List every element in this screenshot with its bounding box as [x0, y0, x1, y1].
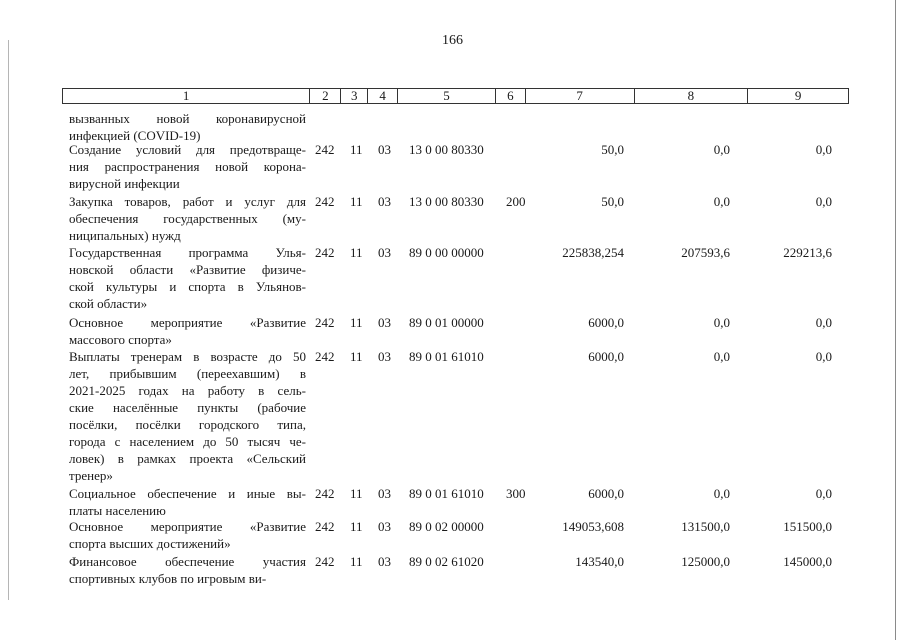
row-description — [69, 348, 306, 484]
row-description — [69, 485, 306, 519]
header-col-7: 7 — [526, 89, 635, 103]
description-line: ской культуры и спорта в Ульянов- — [69, 279, 306, 294]
cell-col-9: 145000,0 — [783, 554, 832, 569]
cell-col-5: 89 0 01 61010 — [409, 486, 484, 501]
cell-col-3: 11 — [350, 194, 363, 209]
description-line: ские населённые пункты (рабочие — [69, 400, 306, 415]
description-line: ской области» — [69, 296, 148, 311]
cell-col-8: 131500,0 — [681, 519, 730, 534]
header-col-6: 6 — [496, 89, 526, 103]
cell-col-5: 89 0 01 61010 — [409, 349, 484, 364]
cell-col-2: 242 — [315, 142, 335, 157]
cell-col-3: 11 — [350, 486, 363, 501]
description-line: спорта высших достижений» — [69, 536, 231, 551]
description-line: Финансовое обеспечение участия — [69, 554, 306, 569]
cell-col-2: 242 — [315, 194, 335, 209]
cell-col-8: 0,0 — [713, 142, 730, 157]
cell-col-2: 242 — [315, 245, 335, 260]
cell-col-9: 0,0 — [815, 486, 832, 501]
cell-col-5: 89 0 01 00000 — [409, 315, 484, 330]
cell-col-8: 0,0 — [713, 349, 730, 364]
cell-col-7: 225838,254 — [562, 245, 624, 260]
description-line: ловек) в рамках проекта «Сельский — [69, 451, 306, 466]
cell-col-7: 6000,0 — [588, 315, 624, 330]
cell-col-5: 13 0 00 80330 — [409, 194, 484, 209]
cell-col-5: 13 0 00 80330 — [409, 142, 484, 157]
cell-col-9: 229213,6 — [783, 245, 832, 260]
description-line: Создание условий для предотвраще- — [69, 142, 306, 157]
scan-edge-left — [8, 40, 9, 600]
cell-col-9: 0,0 — [815, 142, 832, 157]
description-line: тренер» — [69, 468, 113, 483]
description-line: Государственная программа Улья- — [69, 245, 306, 260]
cell-col-2: 242 — [315, 519, 335, 534]
description-line: спортивных клубов по игровым ви- — [69, 571, 267, 586]
description-line: 2021-2025 годах на работу в сель- — [69, 383, 306, 398]
table-header-row — [62, 88, 849, 104]
description-line: Закупка товаров, работ и услуг для — [69, 194, 306, 209]
row-description — [69, 518, 306, 552]
header-col-3: 3 — [341, 89, 368, 103]
description-line: обеспечения государственных (му- — [69, 211, 306, 226]
cell-col-4: 03 — [378, 194, 391, 209]
cell-col-2: 242 — [315, 554, 335, 569]
header-col-9: 9 — [794, 88, 802, 103]
description-line: посёлки, посёлки городского типа, — [69, 417, 306, 432]
cell-col-8: 125000,0 — [681, 554, 730, 569]
cell-col-3: 11 — [350, 315, 363, 330]
header-col-8: 8 — [635, 89, 749, 103]
description-line: Социальное обеспечение и иные вы- — [69, 486, 306, 501]
description-line: ния распространения новой корона- — [69, 159, 306, 174]
cell-col-2: 242 — [315, 315, 335, 330]
cell-col-4: 03 — [378, 245, 391, 260]
cell-col-3: 11 — [350, 142, 363, 157]
row-description — [69, 314, 306, 348]
cell-col-7: 50,0 — [601, 142, 624, 157]
cell-col-7: 149053,608 — [562, 519, 624, 534]
cell-col-7: 6000,0 — [588, 486, 624, 501]
cell-col-5: 89 0 02 61020 — [409, 554, 484, 569]
cell-col-8: 207593,6 — [681, 245, 730, 260]
cell-col-4: 03 — [378, 349, 391, 364]
row-description — [69, 553, 306, 587]
description-line: ниципальных) нужд — [69, 228, 181, 243]
cell-col-7: 6000,0 — [588, 349, 624, 364]
cell-col-2: 242 — [315, 349, 335, 364]
cell-col-2: 242 — [315, 486, 335, 501]
description-line: лет, прибывшим (переехавшим) в — [69, 366, 306, 381]
description-line: Выплаты тренерам в возрасте до 50 — [69, 349, 306, 364]
page-number: 166 — [442, 33, 463, 48]
description-line: города с населением до 50 тысяч че- — [69, 434, 306, 449]
header-col-5: 5 — [398, 89, 496, 103]
cell-col-3: 11 — [350, 554, 363, 569]
cell-col-7: 143540,0 — [575, 554, 624, 569]
cell-col-9: 0,0 — [815, 315, 832, 330]
cell-col-9: 0,0 — [815, 349, 832, 364]
description-line: вызванных новой коронавирусной — [69, 111, 306, 126]
scan-edge-right — [895, 0, 896, 640]
cell-col-5: 89 0 02 00000 — [409, 519, 484, 534]
cell-col-4: 03 — [378, 315, 391, 330]
cell-col-6: 300 — [506, 486, 526, 501]
description-line: Основное мероприятие «Развитие — [69, 519, 306, 534]
description-line: инфекцией (COVID-19) — [69, 128, 201, 143]
cell-col-8: 0,0 — [713, 194, 730, 209]
cell-col-6: 200 — [506, 194, 526, 209]
row-description — [69, 110, 306, 144]
description-line: вирусной инфекции — [69, 176, 180, 191]
row-description — [69, 244, 306, 312]
cell-col-8: 0,0 — [713, 486, 730, 501]
cell-col-7: 50,0 — [601, 194, 624, 209]
header-col-1: 1 — [63, 89, 310, 103]
description-line: платы населению — [69, 503, 166, 518]
cell-col-4: 03 — [378, 519, 391, 534]
cell-col-3: 11 — [350, 349, 363, 364]
cell-col-4: 03 — [378, 486, 391, 501]
cell-col-3: 11 — [350, 519, 363, 534]
description-line: Основное мероприятие «Развитие — [69, 315, 306, 330]
cell-col-3: 11 — [350, 245, 363, 260]
cell-col-5: 89 0 00 00000 — [409, 245, 484, 260]
header-col-4: 4 — [368, 89, 398, 103]
row-description — [69, 141, 306, 192]
cell-col-9: 0,0 — [815, 194, 832, 209]
cell-col-4: 03 — [378, 142, 391, 157]
description-line: новской области «Развитие физиче- — [69, 262, 306, 277]
cell-col-9: 151500,0 — [783, 519, 832, 534]
cell-col-8: 0,0 — [713, 315, 730, 330]
row-description — [69, 193, 306, 244]
description-line: массового спорта» — [69, 332, 172, 347]
header-col-2: 2 — [310, 89, 341, 103]
cell-col-4: 03 — [378, 554, 391, 569]
